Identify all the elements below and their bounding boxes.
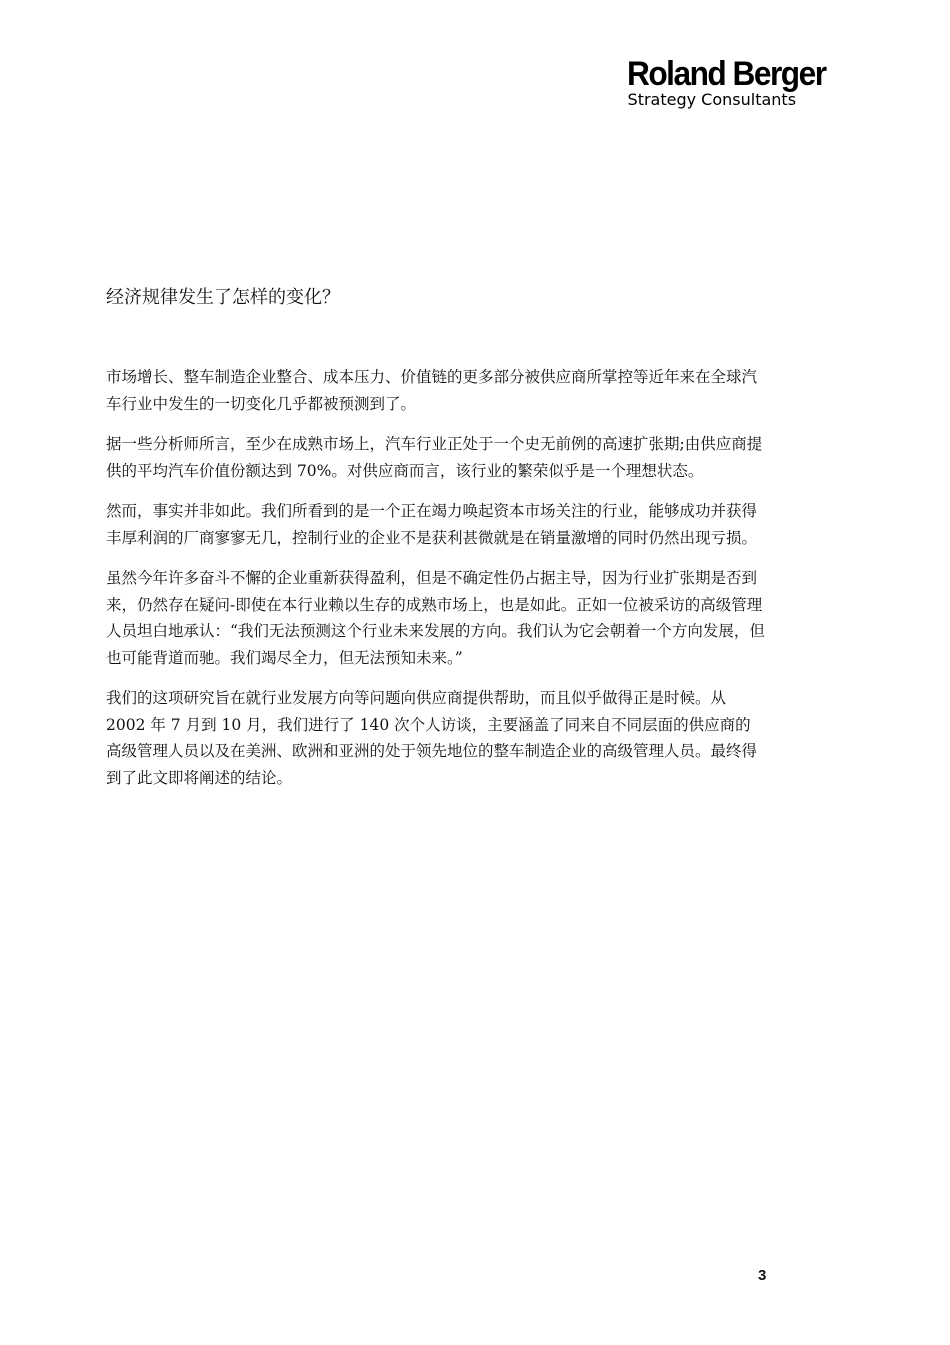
paragraph-4: 虽然今年许多奋斗不懈的企业重新获得盈利，但是不确定性仍占据主导，因为行业扩张期是否到来，仍然存在疑问-即使在本行业赖以生存的成熟市场上，也是如此。正如一位被采访的高级管理人员坦白地承认：“我们无法预测这个行业未来发展的方向。我们认为它会朝着一个方向发展，但也可能背道而驰。我们竭尽全力，但无法预知未来。” bbox=[106, 569, 765, 667]
page-number: 3 bbox=[758, 1267, 767, 1284]
logo-subtitle: Strategy Consultants bbox=[627, 90, 797, 109]
paragraph-5: 我们的这项研究旨在就行业发展方向等问题向供应商提供帮助，而且似乎做得正是时候。从 2002 年 7 月到 10 月，我们进行了 140 次个人访谈，主要涵盖了同来自不同层面的供应商的高级管理人员以及在美洲、欧洲和亚洲的处于领先地位的整车制造企业的高级管理人员。最终得到了此文即将阐述的结论。 bbox=[106, 689, 758, 787]
paragraph-1: 市场增长、整车制造企业整合、成本压力、价值链的更多部分被供应商所掌控等近年来在全球汽车行业中发生的一切变化几乎都被预测到了。 bbox=[106, 368, 758, 413]
paragraph-3: 然而，事实并非如此。我们所看到的是一个正在竭力唤起资本市场关注的行业，能够成功并获得丰厚利润的厂商寥寥无几，控制行业的企业不是获利甚微就是在销量激增的同时仍然出现亏损。 bbox=[106, 502, 758, 547]
logo-brand-name: Roland Berger bbox=[626, 55, 826, 93]
roland-berger-logo bbox=[627, 56, 840, 109]
document-body bbox=[106, 364, 766, 805]
section-heading: 经济规律发生了怎样的变化？ bbox=[106, 287, 340, 308]
paragraph-2: 据一些分析师所言，至少在成熟市场上，汽车行业正处于一个史无前例的高速扩张期;由供应商提供的平均汽车价值份额达到 70%。对供应商而言，该行业的繁荣似乎是一个理想状态。 bbox=[106, 435, 763, 480]
